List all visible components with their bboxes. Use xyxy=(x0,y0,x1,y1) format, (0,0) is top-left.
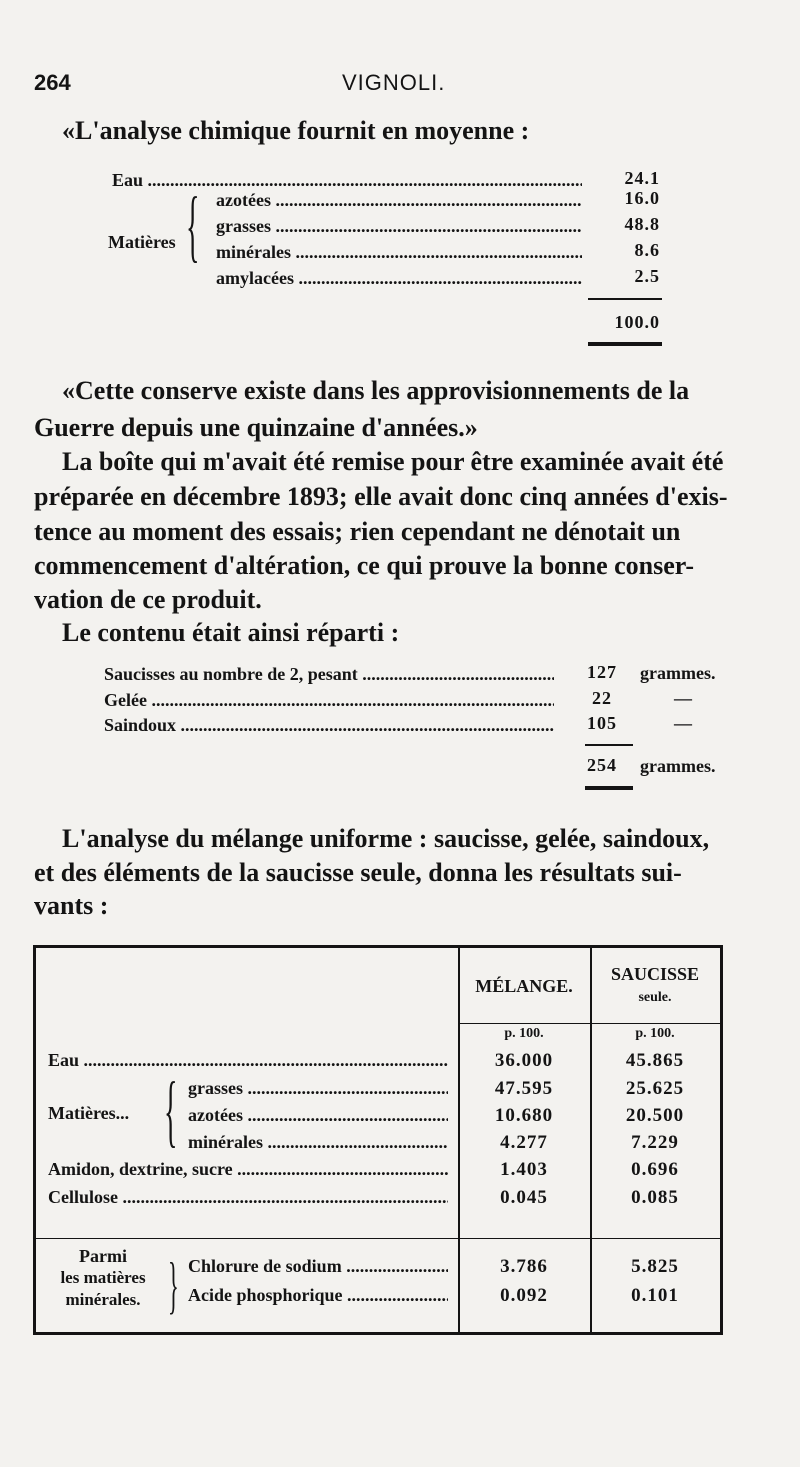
analysis-total: 100.0 xyxy=(614,312,660,332)
item-amylacees-label: amylacées ..... xyxy=(216,268,582,289)
row-azotees-label: azotées ..... xyxy=(188,1105,448,1126)
pa-line2: et des éléments de la saucisse seule, donna les résultats sui- xyxy=(34,858,682,887)
contents-total-rule xyxy=(585,786,633,790)
item-azotees-label: azotées ..... xyxy=(216,190,582,211)
minerals-brace-glyph: } xyxy=(168,1249,179,1320)
row-minerales-v2: 7.229 xyxy=(631,1132,679,1153)
parmi-line2: les matières xyxy=(60,1268,146,1287)
results-table xyxy=(33,945,723,1335)
contents-gelee-unit: — xyxy=(674,688,692,708)
matieres-label: Matières xyxy=(108,232,176,252)
contents-sum-rule xyxy=(585,744,633,746)
col-melange-header: MÉLANGE. xyxy=(475,976,573,996)
p2-line3: tence au moment des essais; rien cependant ne dénotait un xyxy=(34,517,681,546)
p1-line2: Guerre depuis une quinzaine d'années.» xyxy=(34,413,478,442)
row-minerales-v1: 4.277 xyxy=(500,1132,548,1153)
row-amidon-v1: 1.403 xyxy=(500,1159,548,1180)
contents-row-saucisses: Saucisses au nombre de 2, pesant ..... xyxy=(104,664,554,685)
col-saucisse-subheader: seule. xyxy=(638,990,672,1005)
p2-line4: commencement d'altération, ce qui prouve la bonne conser- xyxy=(34,551,695,580)
contents-row-saindoux: Saindoux ..... xyxy=(104,715,554,736)
row-chlorure-v1: 3.786 xyxy=(500,1256,548,1277)
page-number: 264 xyxy=(34,70,71,95)
row-acide-label: Acide phosphorique ..... xyxy=(188,1285,448,1306)
row-cellulose-v1: 0.045 xyxy=(500,1187,548,1208)
row-amidon-label: Amidon, dextrine, sucre ..... xyxy=(48,1159,448,1180)
p2-line5: vation de ce produit. xyxy=(34,585,262,614)
item-azotees-value: 16.0 xyxy=(624,188,660,208)
contents-row-gelee: Gelée ..... xyxy=(104,690,554,711)
row-eau-v1: 36.000 xyxy=(494,1050,554,1071)
item-minerales-value: 8.6 xyxy=(634,240,660,260)
row-acide-v2: 0.101 xyxy=(631,1285,679,1306)
pa-line3: vants : xyxy=(34,891,109,920)
row-grasses-v1: 47.595 xyxy=(494,1078,554,1099)
row-eau-v2: 45.865 xyxy=(625,1050,685,1071)
row-acide-v1: 0.092 xyxy=(500,1285,548,1306)
item-amylacees-value: 2.5 xyxy=(634,266,660,286)
row-chlorure-v2: 5.825 xyxy=(631,1256,679,1277)
running-title: VIGNOLI. xyxy=(342,70,446,95)
contents-saucisses-unit: grammes. xyxy=(640,663,716,683)
unit-col1: p. 100. xyxy=(504,1026,544,1041)
eau-value: 24.1 xyxy=(624,168,660,188)
brace-glyph: { xyxy=(186,182,200,270)
contents-total-unit: grammes. xyxy=(640,756,716,776)
row-grasses-label: grasses ..... xyxy=(188,1078,448,1099)
contents-total: 254 xyxy=(587,755,617,775)
row-grasses-v2: 25.625 xyxy=(625,1078,685,1099)
item-grasses-value: 48.8 xyxy=(624,214,660,234)
intro-line: «L'analyse chimique fournit en moyenne : xyxy=(62,116,530,145)
col-saucisse-header: SAUCISSE xyxy=(610,964,700,984)
contents-gelee-value: 22 xyxy=(592,688,612,708)
total-double-rule xyxy=(588,342,662,346)
eau-label: Eau ..... xyxy=(112,170,582,191)
parmi-line1: Parmi xyxy=(79,1246,127,1266)
matieres-group-label: Matières... xyxy=(48,1103,130,1123)
p3-line1: Le contenu était ainsi réparti : xyxy=(62,618,400,647)
table-brace-glyph: { xyxy=(164,1067,178,1155)
row-minerales-label: minérales ..... xyxy=(188,1132,448,1153)
table-header-rule xyxy=(458,1023,720,1024)
item-minerales-label: minérales ..... xyxy=(216,242,582,263)
row-azotees-v2: 20.500 xyxy=(625,1105,685,1126)
contents-saindoux-unit: — xyxy=(674,713,692,733)
row-chlorure-label: Chlorure de sodium ..... xyxy=(188,1256,448,1277)
pa-line1: L'analyse du mélange uniforme : saucisse, gelée, saindoux, xyxy=(62,824,710,853)
contents-saucisses-value: 127 xyxy=(587,662,617,682)
p1-line1: «Cette conserve existe dans les approvisionnements de la xyxy=(62,376,690,405)
row-eau-label: Eau ..... xyxy=(48,1050,448,1071)
p2-line1: La boîte qui m'avait été remise pour être examinée avait été xyxy=(62,447,724,476)
table-minerals-rule xyxy=(36,1238,720,1239)
row-azotees-v1: 10.680 xyxy=(494,1105,554,1126)
row-cellulose-label: Cellulose ..... xyxy=(48,1187,448,1208)
item-grasses-label: grasses ..... xyxy=(216,216,582,237)
row-amidon-v2: 0.696 xyxy=(631,1159,679,1180)
unit-col2: p. 100. xyxy=(635,1026,675,1041)
contents-saindoux-value: 105 xyxy=(587,713,617,733)
row-cellulose-v2: 0.085 xyxy=(631,1187,679,1208)
parmi-line3: minérales. xyxy=(65,1290,141,1309)
p2-line2: préparée en décembre 1893; elle avait donc cinq années d'exis- xyxy=(34,482,728,511)
sum-rule xyxy=(588,298,662,300)
